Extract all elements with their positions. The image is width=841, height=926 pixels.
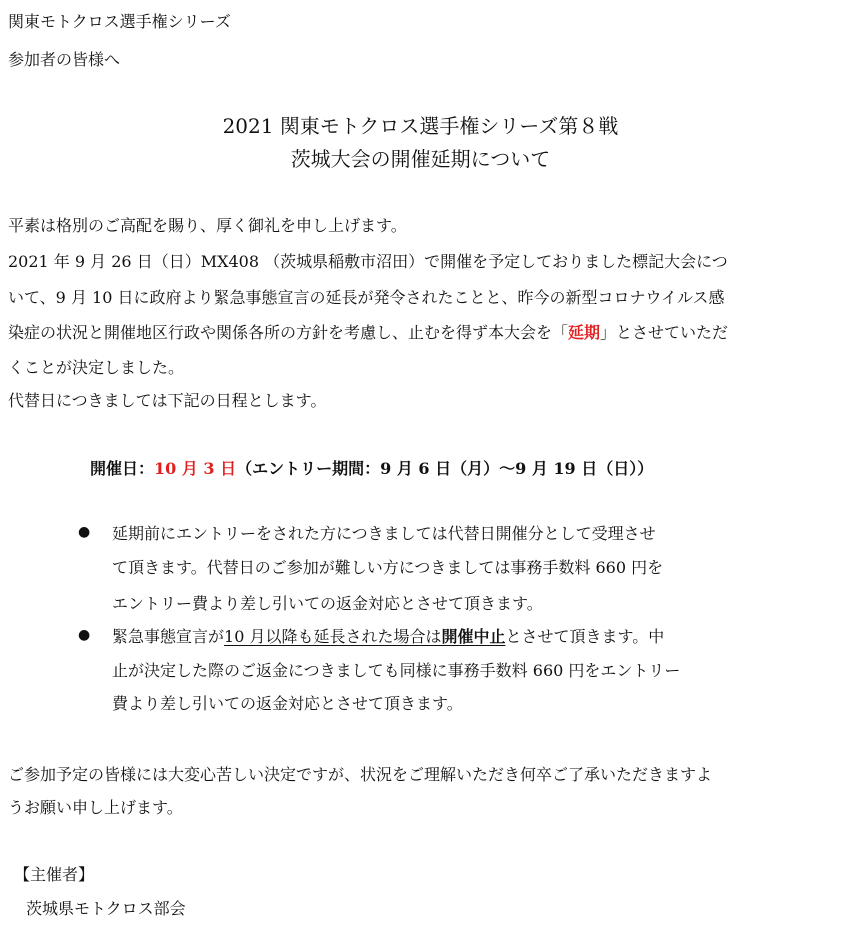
bullet-2-pre: 緊急事態宣言が	[112, 627, 225, 646]
paragraph-1-line-3-pre: 染症の状況と開催地区行政や関係各所の方針を考慮し、止むを得ず本大会を「	[8, 323, 569, 342]
postponed-emphasis: 延期	[568, 323, 601, 342]
title-line-1: 2021 関東モトクロス選手権シリーズ第８戦	[222, 114, 619, 138]
bullet-icon: ●	[78, 627, 91, 643]
organizer-name: 茨城県モトクロス部会	[26, 899, 186, 918]
title-line-2: 茨城大会の開催延期について	[290, 147, 551, 171]
schedule-line	[90, 456, 653, 479]
organizer-label: 【主催者】	[14, 865, 95, 884]
schedule-date: 10 月 3 日	[154, 459, 237, 478]
paragraph-1-line-3-post: 」とさせていただ	[600, 323, 729, 342]
greeting-line: 平素は格別のご高配を賜り、厚く御礼を申し上げます。	[8, 216, 407, 235]
bullet-1-line-1: 延期前にエントリーをされた方につきましては代替日開催分として受理させ	[112, 524, 656, 543]
bullet-1-line-2: て頂きます。代替日のご参加が難しい方につきましては事務手数料 660 円を	[112, 558, 664, 577]
schedule-label: 開催日：	[90, 459, 155, 478]
bullet-2-line-1	[112, 624, 664, 647]
bullet-2-post: とさせて頂きます。中	[505, 627, 665, 646]
addressee-line: 参加者の皆様へ	[8, 50, 121, 69]
closing-line-1: ご参加予定の皆様には大変心苦しい決定ですが、状況をご理解いただき何卒ご了承いただきますよ	[8, 765, 713, 784]
bullet-icon: ●	[78, 524, 91, 540]
sender-line: 関東モトクロス選手権シリーズ	[8, 12, 231, 31]
bullet-2-line-3: 費より差し引いての返金対応とさせて頂きます。	[112, 694, 463, 713]
bullet-2-line-2: 止が決定した際のご返金につきましても同様に事務手数料 660 円をエントリー	[112, 661, 681, 680]
bullet-2-underlined-text: 10 月以降も延長された場合は	[224, 627, 442, 646]
paragraph-1-line-2: いて、9 月 10 日に政府より緊急事態宣言の延長が発令されたことと、昨今の新型コロナウイルス感	[8, 288, 725, 307]
paragraph-1-line-3	[8, 320, 728, 343]
bullet-1-line-3: エントリー費より差し引いての返金対応とさせて頂きます。	[112, 594, 543, 613]
paragraph-1-line-4: くことが決定しました。	[8, 358, 185, 377]
cancellation-emphasis: 開催中止	[441, 627, 506, 646]
entry-period: （エントリー期間：9 月 6 日（月）～9 月 19 日（日））	[236, 459, 654, 478]
paragraph-1-line-1: 2021 年 9 月 26 日（日）MX408 （茨城県稲敷市沼田）で開催を予定しておりました標記大会につ	[8, 252, 728, 271]
closing-line-2: うお願い申し上げます。	[8, 798, 183, 817]
bullet-2-condition	[224, 627, 505, 646]
paragraph-2: 代替日につきましては下記の日程とします。	[8, 391, 327, 410]
